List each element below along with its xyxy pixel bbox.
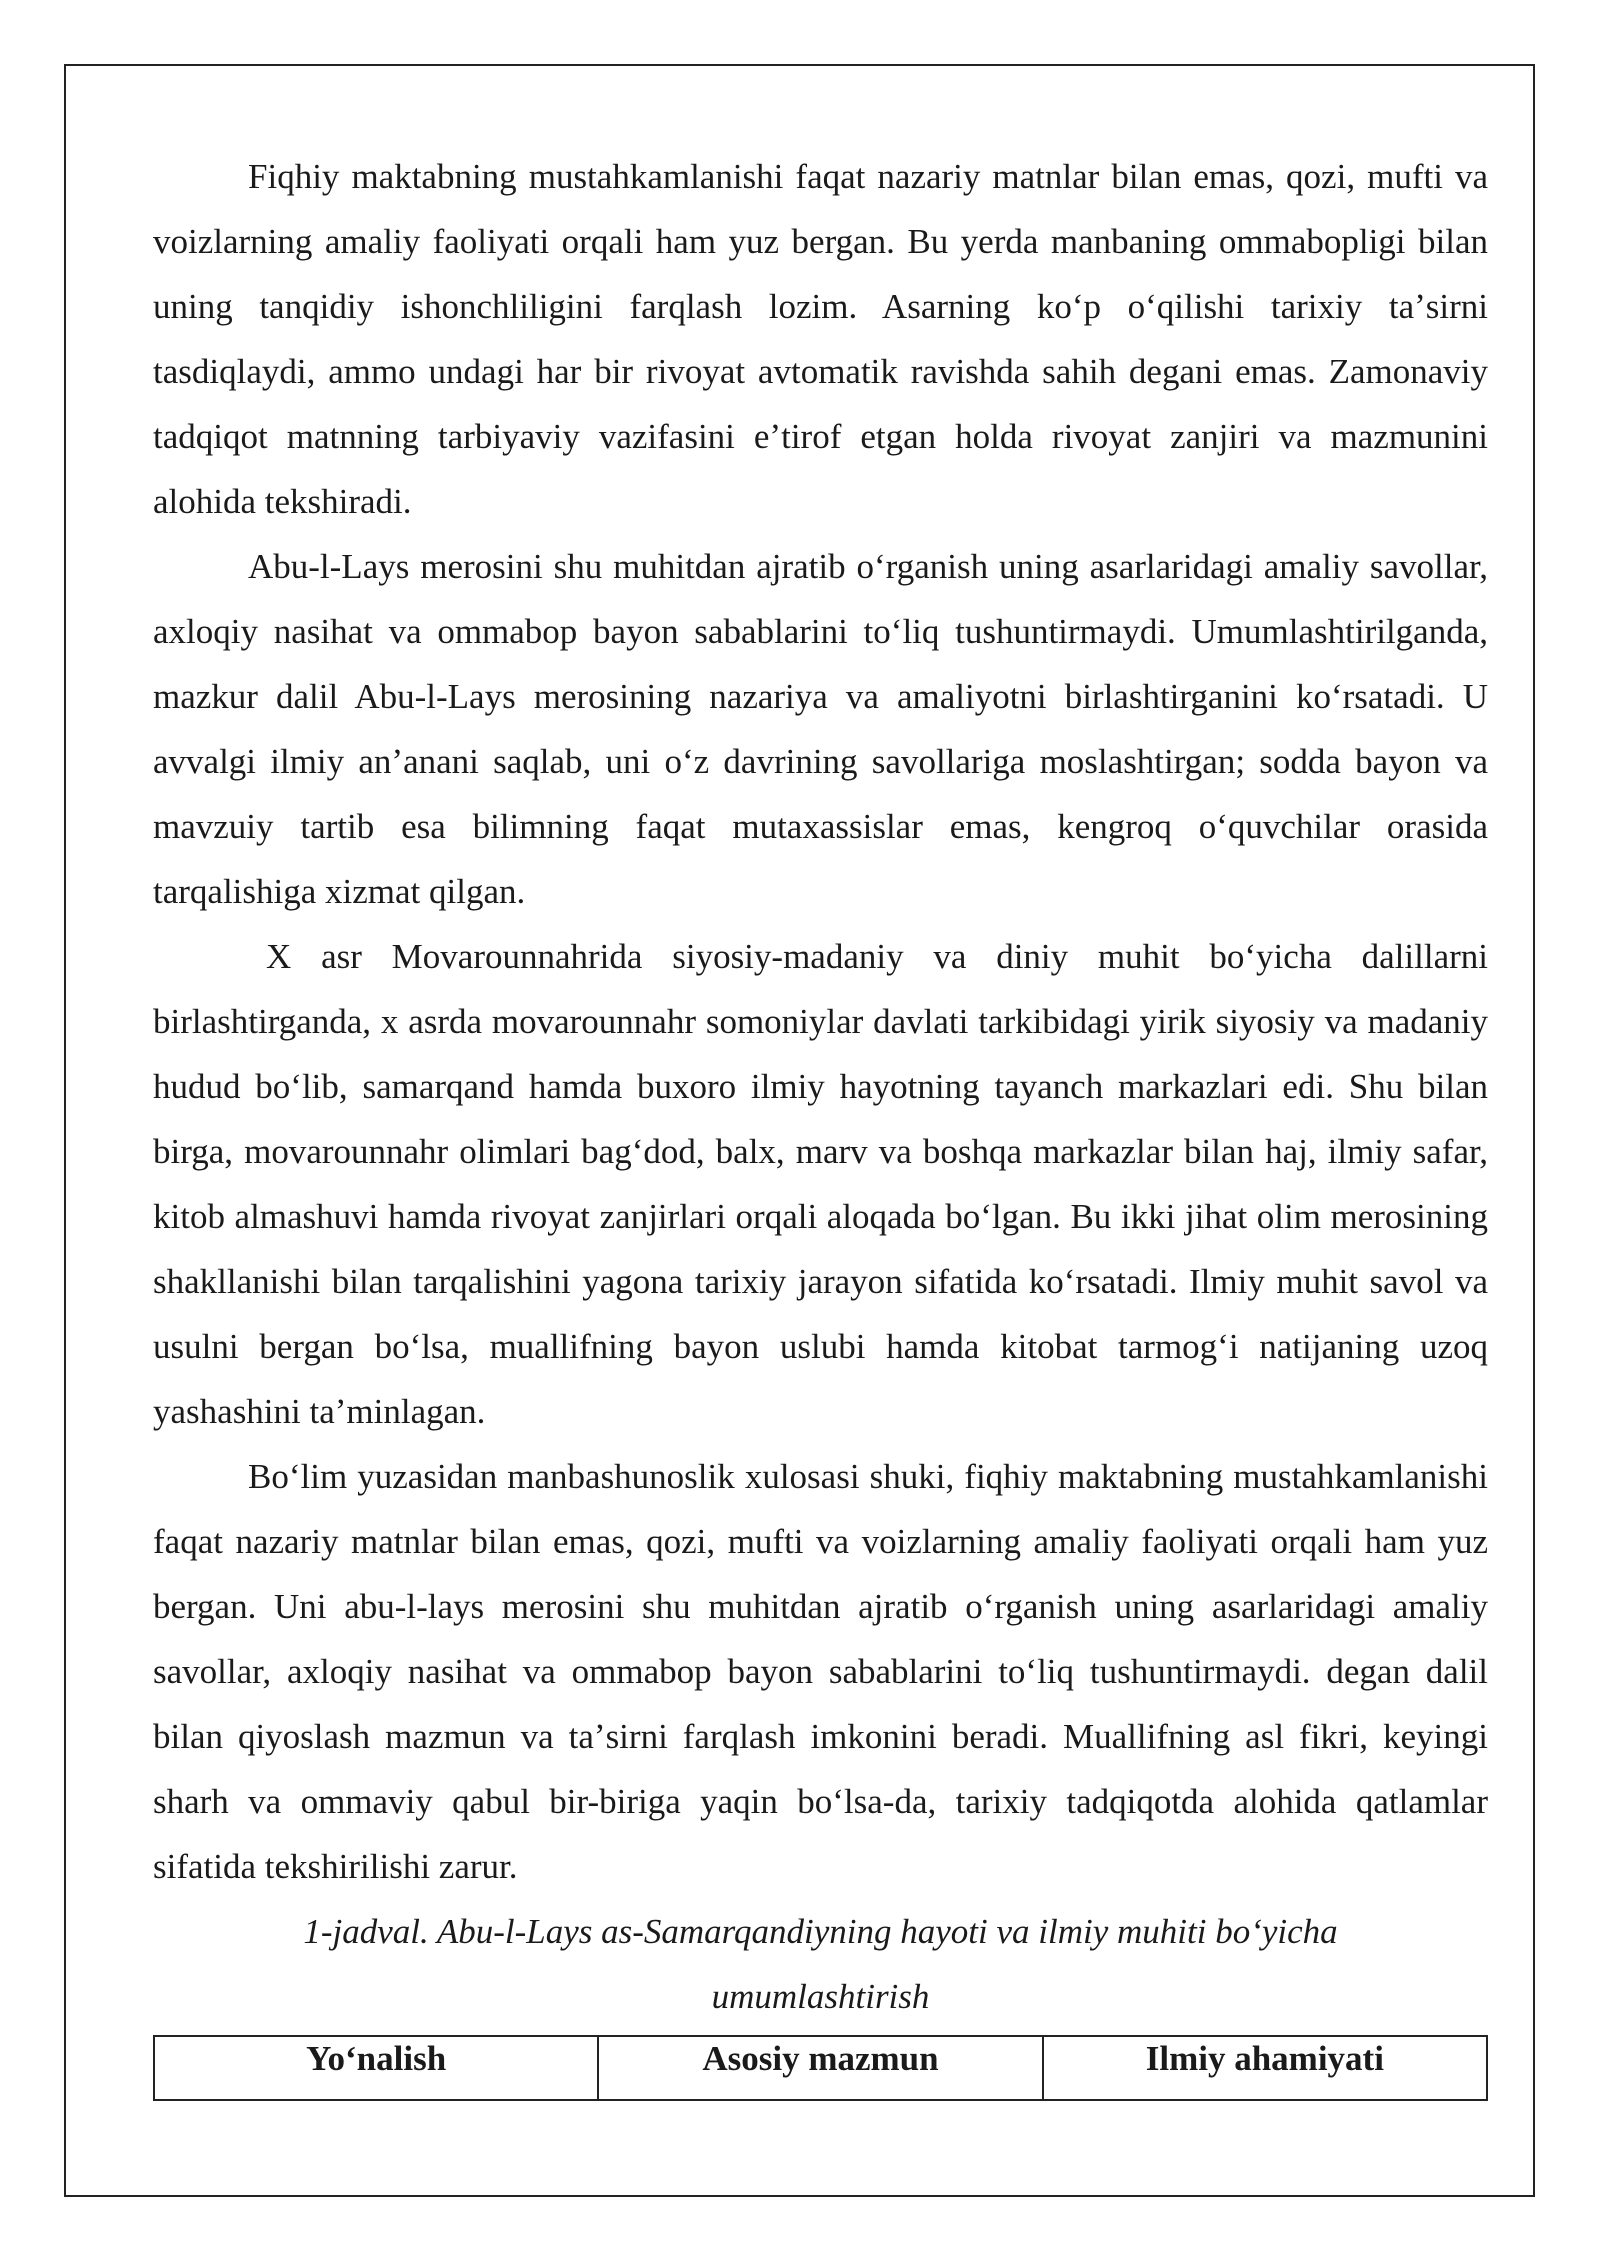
summary-table bbox=[153, 2035, 1488, 2101]
paragraph-2: Abu-l-Lays merosini shu muhitdan ajratib oʻrganish uning asarlaridagi amaliy savollar, axloqiy nasihat va ommabop bayon sabablarini toʻliq tushuntirmaydi. Umumlashtirilganda, mazkur dalil Abu-l-Lays merosining nazariya va amaliyotni birlashtirganini koʻrsatadi. U avvalgi ilmiy anʼanani saqlab, uni oʻz davrining savollariga moslashtirgan; sodda bayon va mavzuiy tartib esa bilimning faqat mutaxassislar emas, kengroq oʻquvchilar orasida tarqalishiga xizmat qilgan. bbox=[153, 547, 1488, 911]
table-caption: 1-jadval. Abu-l-Lays as-Samarqandiyning hayoti va ilmiy muhiti boʻyicha umumlashtirish bbox=[303, 1912, 1338, 2016]
table-header-row bbox=[154, 2036, 1487, 2100]
table-header-scientific-significance: Ilmiy ahamiyati bbox=[1043, 2036, 1487, 2100]
table-header-direction: Yoʻnalish bbox=[154, 2036, 598, 2100]
document-body bbox=[153, 144, 1488, 2101]
paragraph-4: Boʻlim yuzasidan manbashunoslik xulosasi shuki, fiqhiy maktabning mustahkamlanishi faqat nazariy matnlar bilan emas, qozi, mufti va voizlarning amaliy faoliyati orqali ham yuz bergan. Uni abu-l-lays merosini shu muhitdan ajratib oʻrganish uning asarlaridagi amaliy savollar, axloqiy nasihat va ommabop bayon sabablarini toʻliq tushuntirmaydi. degan dalil bilan qiyoslash mazmun va taʼsirni farqlash imkonini beradi. Muallifning asl fikri, keyingi sharh va ommaviy qabul bir-biriga yaqin boʻlsa-da, tarixiy tadqiqotda alohida qatlamlar sifatida tekshirilishi zarur. bbox=[153, 1457, 1488, 1886]
paragraph-3: X asr Movarounnahrida siyosiy-madaniy va diniy muhit boʻyicha dalillarni birlashtirganda, x asrda movarounnahr somoniylar davlati tarkibidagi yirik siyosiy va madaniy hudud boʻlib, samarqand hamda buxoro ilmiy hayotning tayanch markazlari edi. Shu bilan birga, movarounnahr olimlari bagʻdod, balx, marv va boshqa markazlar bilan haj, ilmiy safar, kitob almashuvi hamda rivoyat zanjirlari orqali aloqada boʻlgan. Bu ikki jihat olim merosining shakllanishi bilan tarqalishini yagona tarixiy jarayon sifatida koʻrsatadi. Ilmiy muhit savol va usulni bergan boʻlsa, muallifning bayon uslubi hamda kitobat tarmogʻi natijaning uzoq yashashini taʼminlagan. bbox=[153, 937, 1488, 1431]
paragraph-1: Fiqhiy maktabning mustahkamlanishi faqat nazariy matnlar bilan emas, qozi, mufti va voizlarning amaliy faoliyati orqali ham yuz bergan. Bu yerda manbaning ommabopligi bilan uning tanqidiy ishonchliligini farqlash lozim. Asarning koʻp oʻqilishi tarixiy taʼsirni tasdiqlaydi, ammo undagi har bir rivoyat avtomatik ravishda sahih degani emas. Zamonaviy tadqiqot matnning tarbiyaviy vazifasini eʼtirof etgan holda rivoyat zanjiri va mazmunini alohida tekshiradi. bbox=[153, 157, 1488, 521]
table-header-main-content: Asosiy mazmun bbox=[598, 2036, 1042, 2100]
